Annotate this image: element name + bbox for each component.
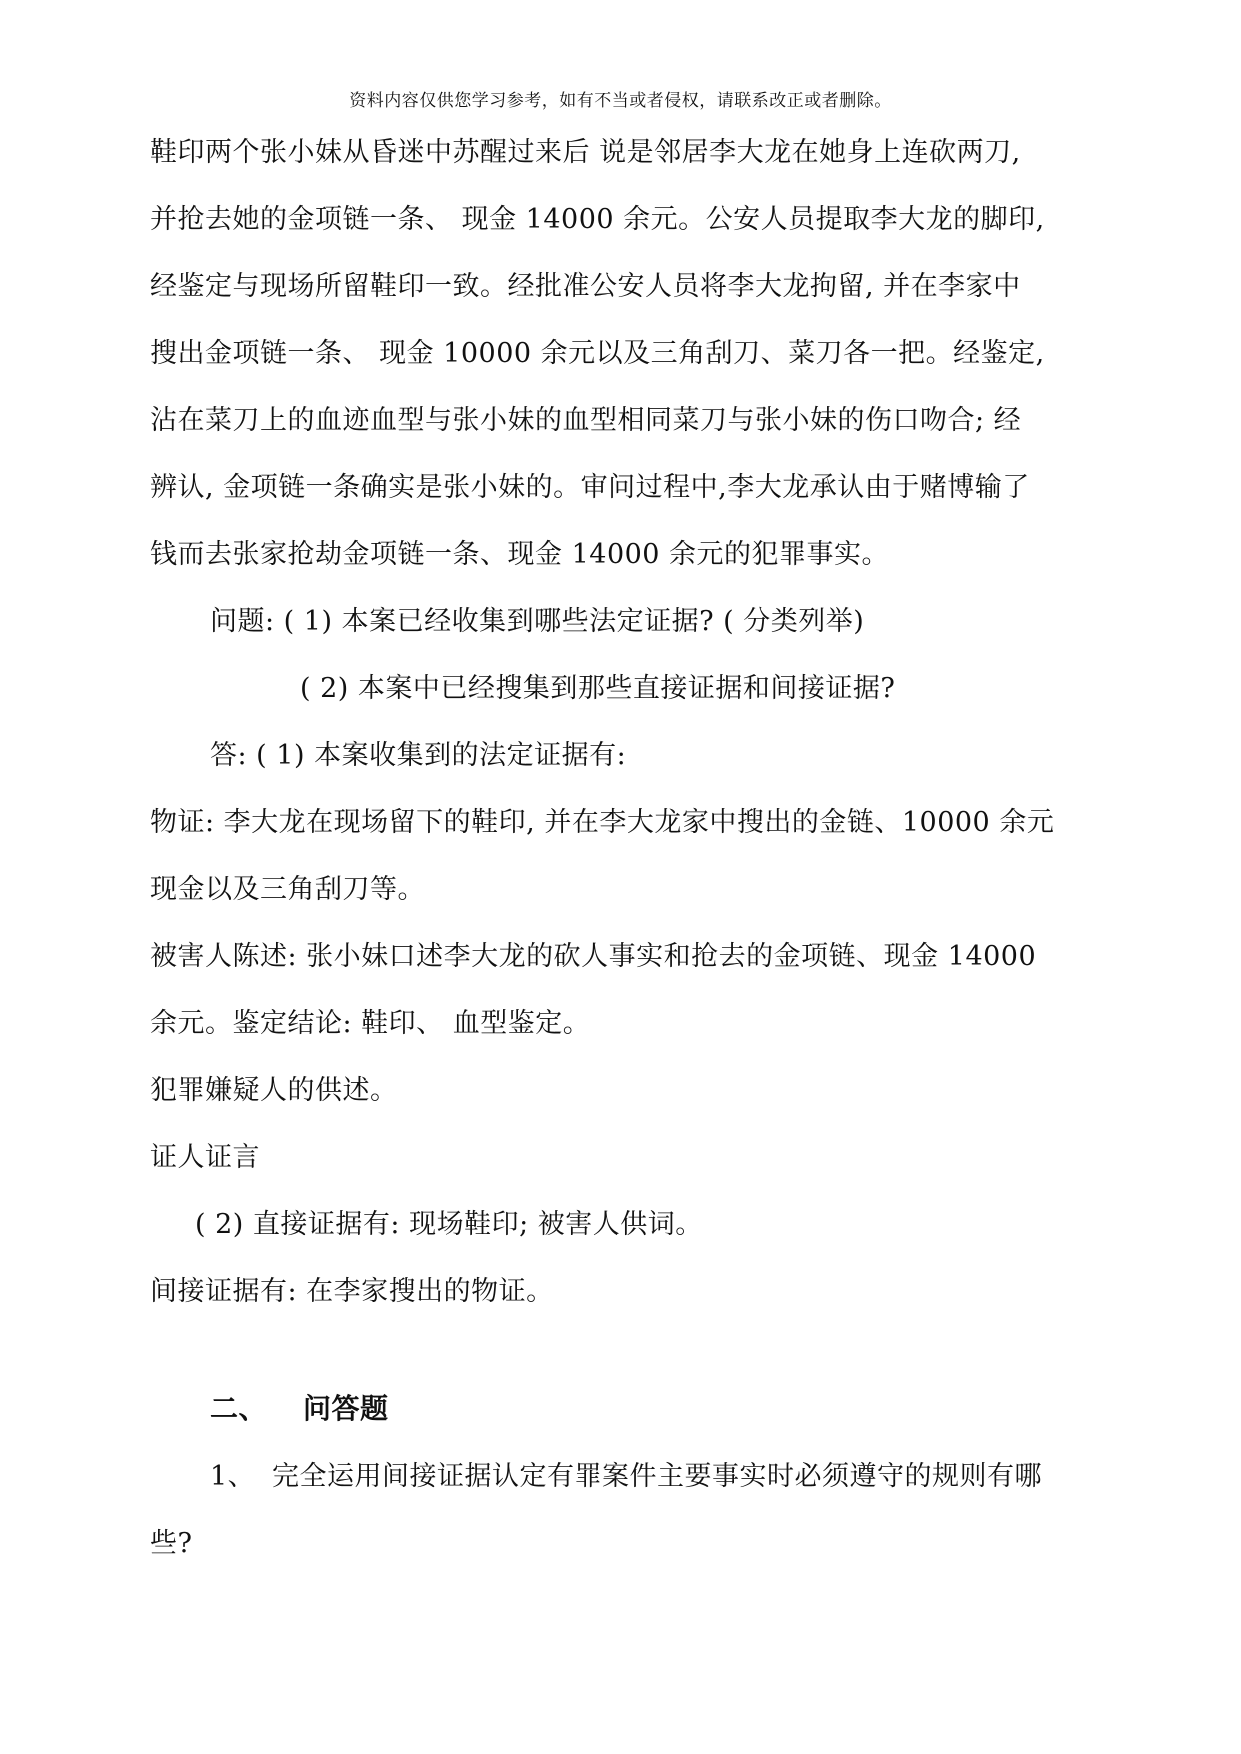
question-item-text: 完全运用间接证据认定有罪案件主要事实时必须遵守的规则有哪 [272,1461,1042,1492]
question-item-1-line-1 [210,1460,1210,1494]
question-item-number: 1、 [210,1461,256,1492]
case-line-7: 钱而去张家抢劫金项链一条、现金 14000 余元的犯罪事实。 [150,539,890,570]
section-heading [210,1392,1210,1426]
header-note: 资料内容仅供您学习参考，如有不当或者侵权，请联系改正或者删除。 [349,91,892,111]
case-line-2: 并抢去她的金项链一条、 现金 14000 余元。公安人员提取李大龙的脚印, [150,204,1045,235]
victim-statement-line-1: 被害人陈述: 张小妹口述李大龙的砍人事实和抢去的金项链、现金 14000 [150,941,1037,972]
case-line-5: 沾在菜刀上的血迹血型与张小妹的血型相同菜刀与张小妹的伤口吻合; 经 [150,405,1022,436]
question-item-1-line-2: 些? [150,1528,193,1559]
section-number: 二、 [210,1392,268,1425]
direct-evidence: ( 2) 直接证据有: 现场鞋印; 被害人供词。 [195,1209,703,1240]
witness-testimony: 证人证言 [150,1142,260,1173]
question-1: 问题: ( 1) 本案已经收集到哪些法定证据? ( 分类列举) [210,606,865,637]
answer-intro: 答: ( 1) 本案收集到的法定证据有: [210,740,627,771]
section-title: 问答题 [303,1392,389,1425]
case-line-6: 辨认, 金项链一条确实是张小妹的。审问过程中,李大龙承认由于赌博输了 [150,472,1030,503]
case-line-3: 经鉴定与现场所留鞋印一致。经批准公安人员将李大龙拘留, 并在李家中 [150,271,1021,302]
suspect-statement: 犯罪嫌疑人的供述。 [150,1075,398,1106]
physical-evidence-line-2: 现金以及三角刮刀等。 [150,874,425,905]
question-2: ( 2) 本案中已经搜集到那些直接证据和间接证据? [300,673,896,704]
physical-evidence-line-1: 物证: 李大龙在现场留下的鞋印, 并在李大龙家中搜出的金链、10000 余元 [150,807,1055,838]
case-line-4: 搜出金项链一条、 现金 10000 余元以及三角刮刀、菜刀各一把。经鉴定, [150,338,1045,369]
case-line-1: 鞋印两个张小妹从昏迷中苏醒过来后 说是邻居李大龙在她身上连砍两刀, [150,137,1021,168]
indirect-evidence: 间接证据有: 在李家搜出的物证。 [150,1276,554,1307]
victim-statement-line-2: 余元。鉴定结论: 鞋印、 血型鉴定。 [150,1008,591,1039]
